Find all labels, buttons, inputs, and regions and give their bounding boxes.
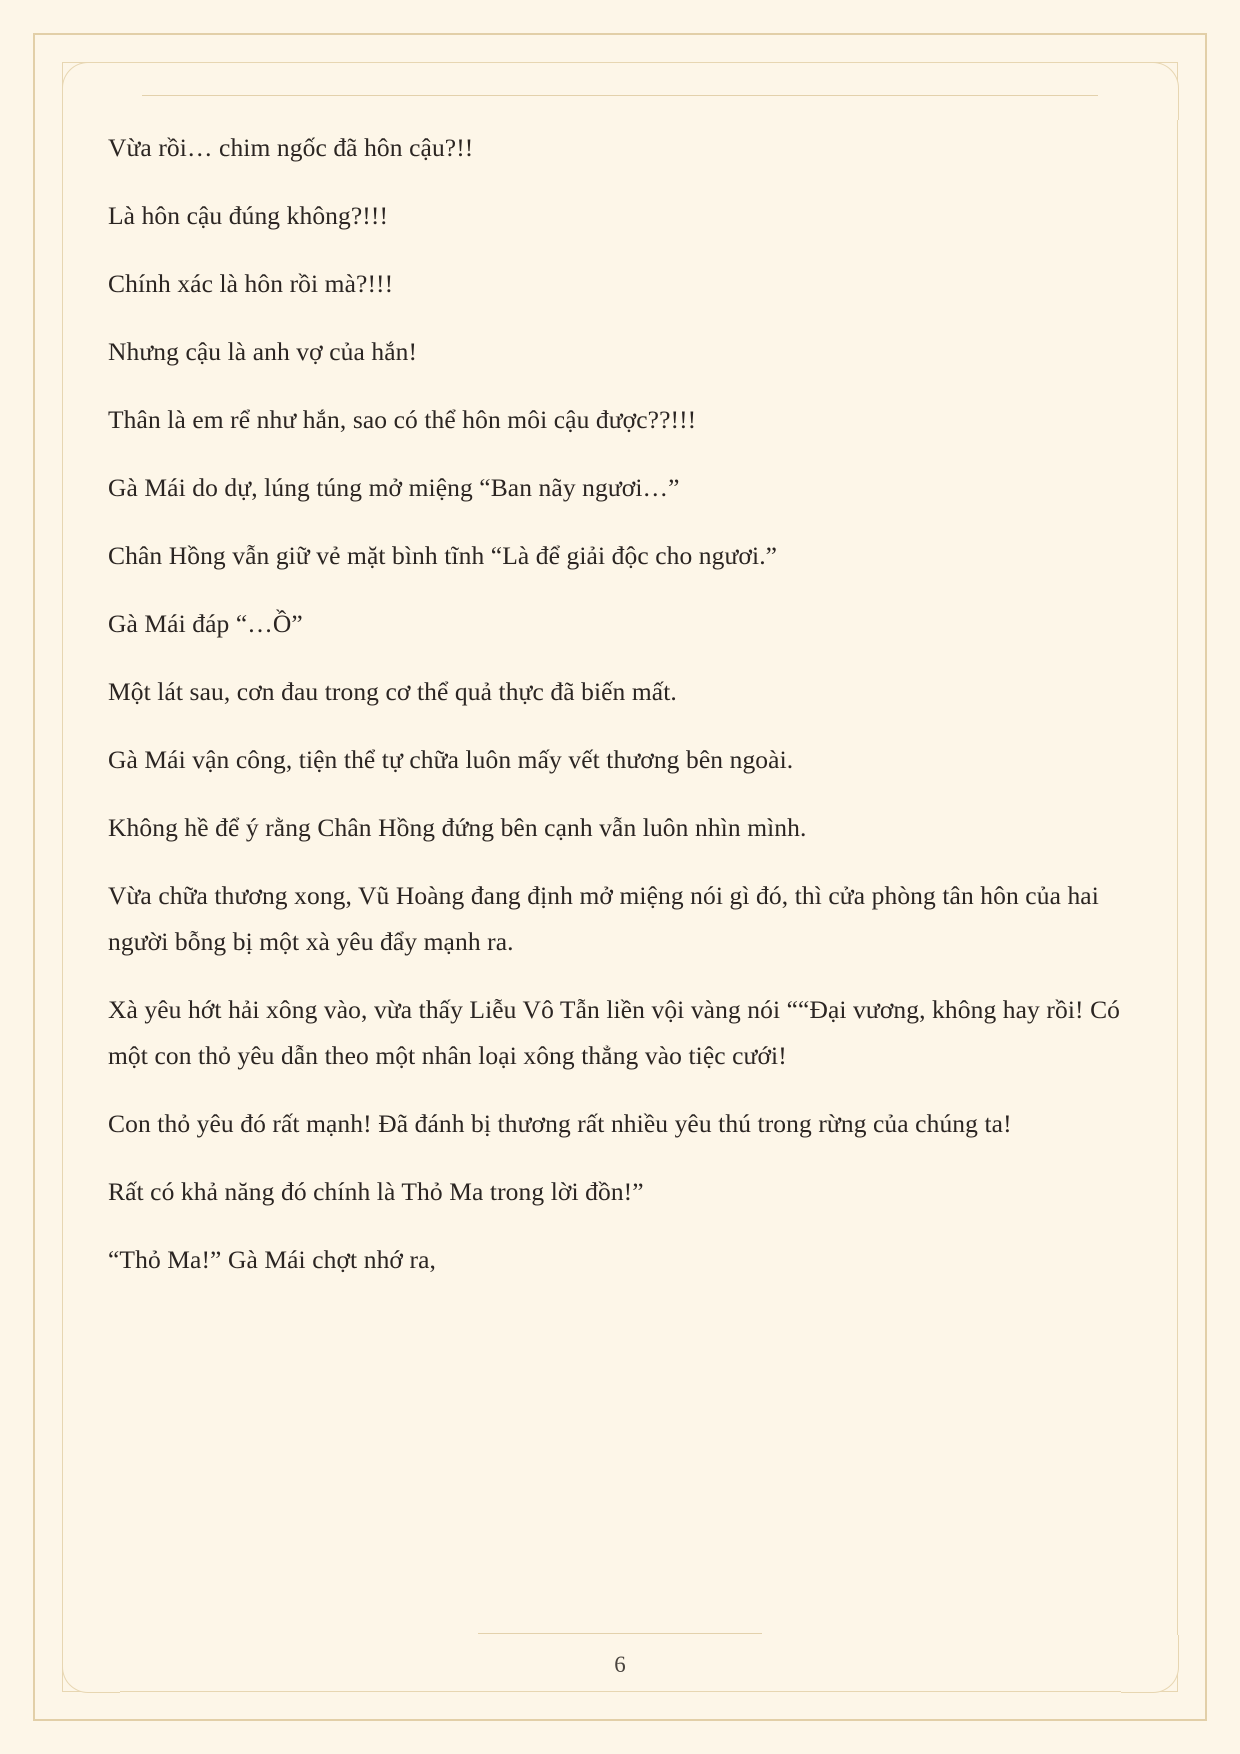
corner-ornament-top-left [62, 62, 120, 120]
footer-rule [478, 1633, 762, 1634]
paragraph: Gà Mái do dự, lúng túng mở miệng “Ban nãy ngươi…” [108, 473, 680, 502]
paragraph: Gà Mái đáp “…Ồ” [108, 609, 303, 638]
page-content [108, 125, 1132, 1579]
paragraph: Con thỏ yêu đó rất mạnh! Đã đánh bị thương rất nhiều yêu thú trong rừng của chúng ta! [108, 1109, 1012, 1138]
paragraph: Chính xác là hôn rồi mà?!!! [108, 269, 394, 298]
corner-ornament-top-right [1121, 62, 1179, 120]
paragraph: Là hôn cậu đúng không?!!! [108, 201, 389, 230]
paragraph: Không hề để ý rằng Chân Hồng đứng bên cạnh vẫn luôn nhìn mình. [108, 813, 807, 842]
paragraph: Vừa rồi… chim ngốc đã hôn cậu?!! [108, 133, 474, 162]
page-number: 6 [614, 1652, 626, 1677]
paragraph: Gà Mái vận công, tiện thể tự chữa luôn mấy vết thương bên ngoài. [108, 745, 794, 774]
paragraph: Một lát sau, cơn đau trong cơ thể quả thực đã biến mất. [108, 677, 677, 706]
paragraph: Thân là em rể như hắn, sao có thể hôn môi cậu được??!!! [108, 405, 697, 434]
paragraph: Vừa chữa thương xong, Vũ Hoàng đang định mở miệng nói gì đó, thì cửa phòng tân hôn của hai người bỗng bị một xà yêu đẩy mạnh ra. [108, 881, 1099, 956]
paragraph: “Thỏ Ma!” Gà Mái chợt nhớ ra, [108, 1245, 436, 1274]
paragraph: Xà yêu hớt hải xông vào, vừa thấy Liễu Vô Tẫn liền vội vàng nói ““Đại vương, không hay rồi! Có một con thỏ yêu dẫn theo một nhân loại xông thẳng vào tiệc cưới! [108, 995, 1121, 1070]
paragraph: Chân Hồng vẫn giữ vẻ mặt bình tĩnh “Là để giải độc cho ngươi.” [108, 541, 778, 570]
paragraph: Rất có khả năng đó chính là Thỏ Ma trong lời đồn!” [108, 1177, 644, 1206]
header-rule [142, 95, 1098, 96]
paragraph: Nhưng cậu là anh vợ của hắn! [108, 337, 418, 366]
